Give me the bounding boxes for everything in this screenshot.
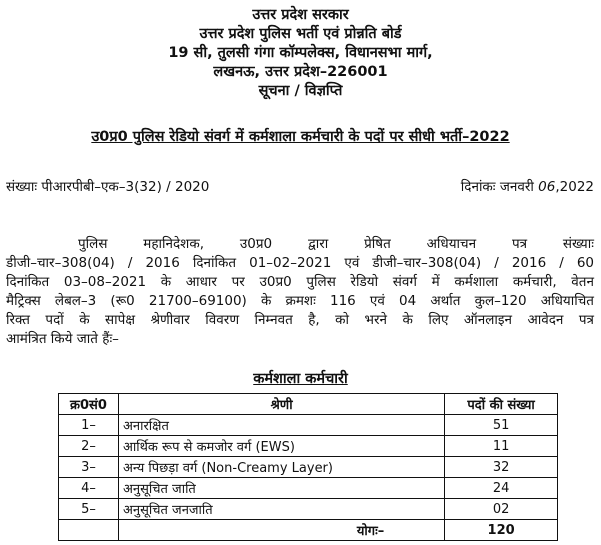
header-category: श्रेणी: [118, 394, 444, 415]
body-line-4: मैट्रिक्स लेबल–3 (रू0 21700–69100) के क्रमशः 116 एवं 04 अर्थात कुल–120 अधियाचित: [6, 293, 594, 309]
row-serial: 3–: [59, 457, 119, 478]
table-row: [59, 499, 558, 520]
row-serial: 5–: [59, 499, 119, 520]
body-line-1: पुलिस महानिदेशक, उ0प्र0 द्वारा प्रेषित अधियाचन पत्र संख्याः: [78, 236, 594, 252]
row-posts: 11: [445, 436, 558, 457]
total-value: 120: [445, 520, 558, 541]
table-row: [59, 478, 558, 499]
row-category: अन्य पिछड़ा वर्ग (Non-Creamy Layer): [118, 457, 444, 478]
reference-number: संख्याः पीआरपीबी–एक–3(32) / 2020: [6, 179, 210, 195]
body-line-2: डीजी–चार–308(04) / 2016 दिनांकित 01–02–2021 एवं डीजी–चार–308(04) / 2016 / 60: [6, 255, 594, 271]
row-category: आर्थिक रूप से कमजोर वर्ग (EWS): [118, 436, 444, 457]
vacancy-table: [58, 393, 558, 541]
date-day: 06: [538, 179, 556, 195]
row-posts: 02: [445, 499, 558, 520]
table-row: [59, 436, 558, 457]
row-serial: 1–: [59, 415, 119, 436]
table-title: कर्मशाला कर्मचारी: [253, 371, 348, 387]
reference-date: [429, 178, 594, 197]
total-empty: [59, 520, 119, 541]
date-label: दिनांकः जनवरी: [460, 179, 534, 195]
header-city: लखनऊ, उत्तर प्रदेश–226001: [213, 64, 388, 80]
row-posts: 24: [445, 478, 558, 499]
notice-title: सूचना / विज्ञप्ति: [258, 83, 343, 99]
body-line-5: रिक्त पदों के सापेक्ष श्रेणीवार विवरण निम्नवत है, को भरने के लिए ऑनलाइन आवेदन पत्र: [6, 312, 594, 328]
row-category: अनुसूचित जाति: [118, 478, 444, 499]
table-total-row: [59, 520, 558, 541]
row-category: अनारक्षित: [118, 415, 444, 436]
subject-heading: उ0प्र0 पुलिस रेडियो संवर्ग में कर्मशाला कर्मचारी के पदों पर सीधी भर्ती–2022: [91, 129, 510, 145]
total-label: योगः–: [118, 520, 444, 541]
body-line-3: दिनांकित 03–08–2021 के आधार पर उ0प्र0 पुलिस रेडियो संवर्ग में कर्मशाला कर्मचारी, वेतन: [6, 274, 594, 290]
date-year: ,2022: [555, 179, 594, 195]
row-posts: 32: [445, 457, 558, 478]
table-header-row: [59, 394, 558, 415]
table-row: [59, 415, 558, 436]
header-serial: क्र0सं0: [59, 394, 119, 415]
row-posts: 51: [445, 415, 558, 436]
header-govt: उत्तर प्रदेश सरकार: [252, 7, 349, 23]
table-row: [59, 457, 558, 478]
row-category: अनुसूचित जनजाति: [118, 499, 444, 520]
header-board: उत्तर प्रदेश पुलिस भर्ती एवं प्रोन्नति बोर्ड: [199, 26, 402, 42]
row-serial: 2–: [59, 436, 119, 457]
header-posts: पदों की संख्या: [445, 394, 558, 415]
body-line-6: आमंत्रित किये जाते हैंः–: [6, 331, 119, 347]
header-address: 19 सी, तुलसी गंगा कॉम्पलेक्स, विधानसभा मार्ग,: [168, 45, 433, 61]
row-serial: 4–: [59, 478, 119, 499]
